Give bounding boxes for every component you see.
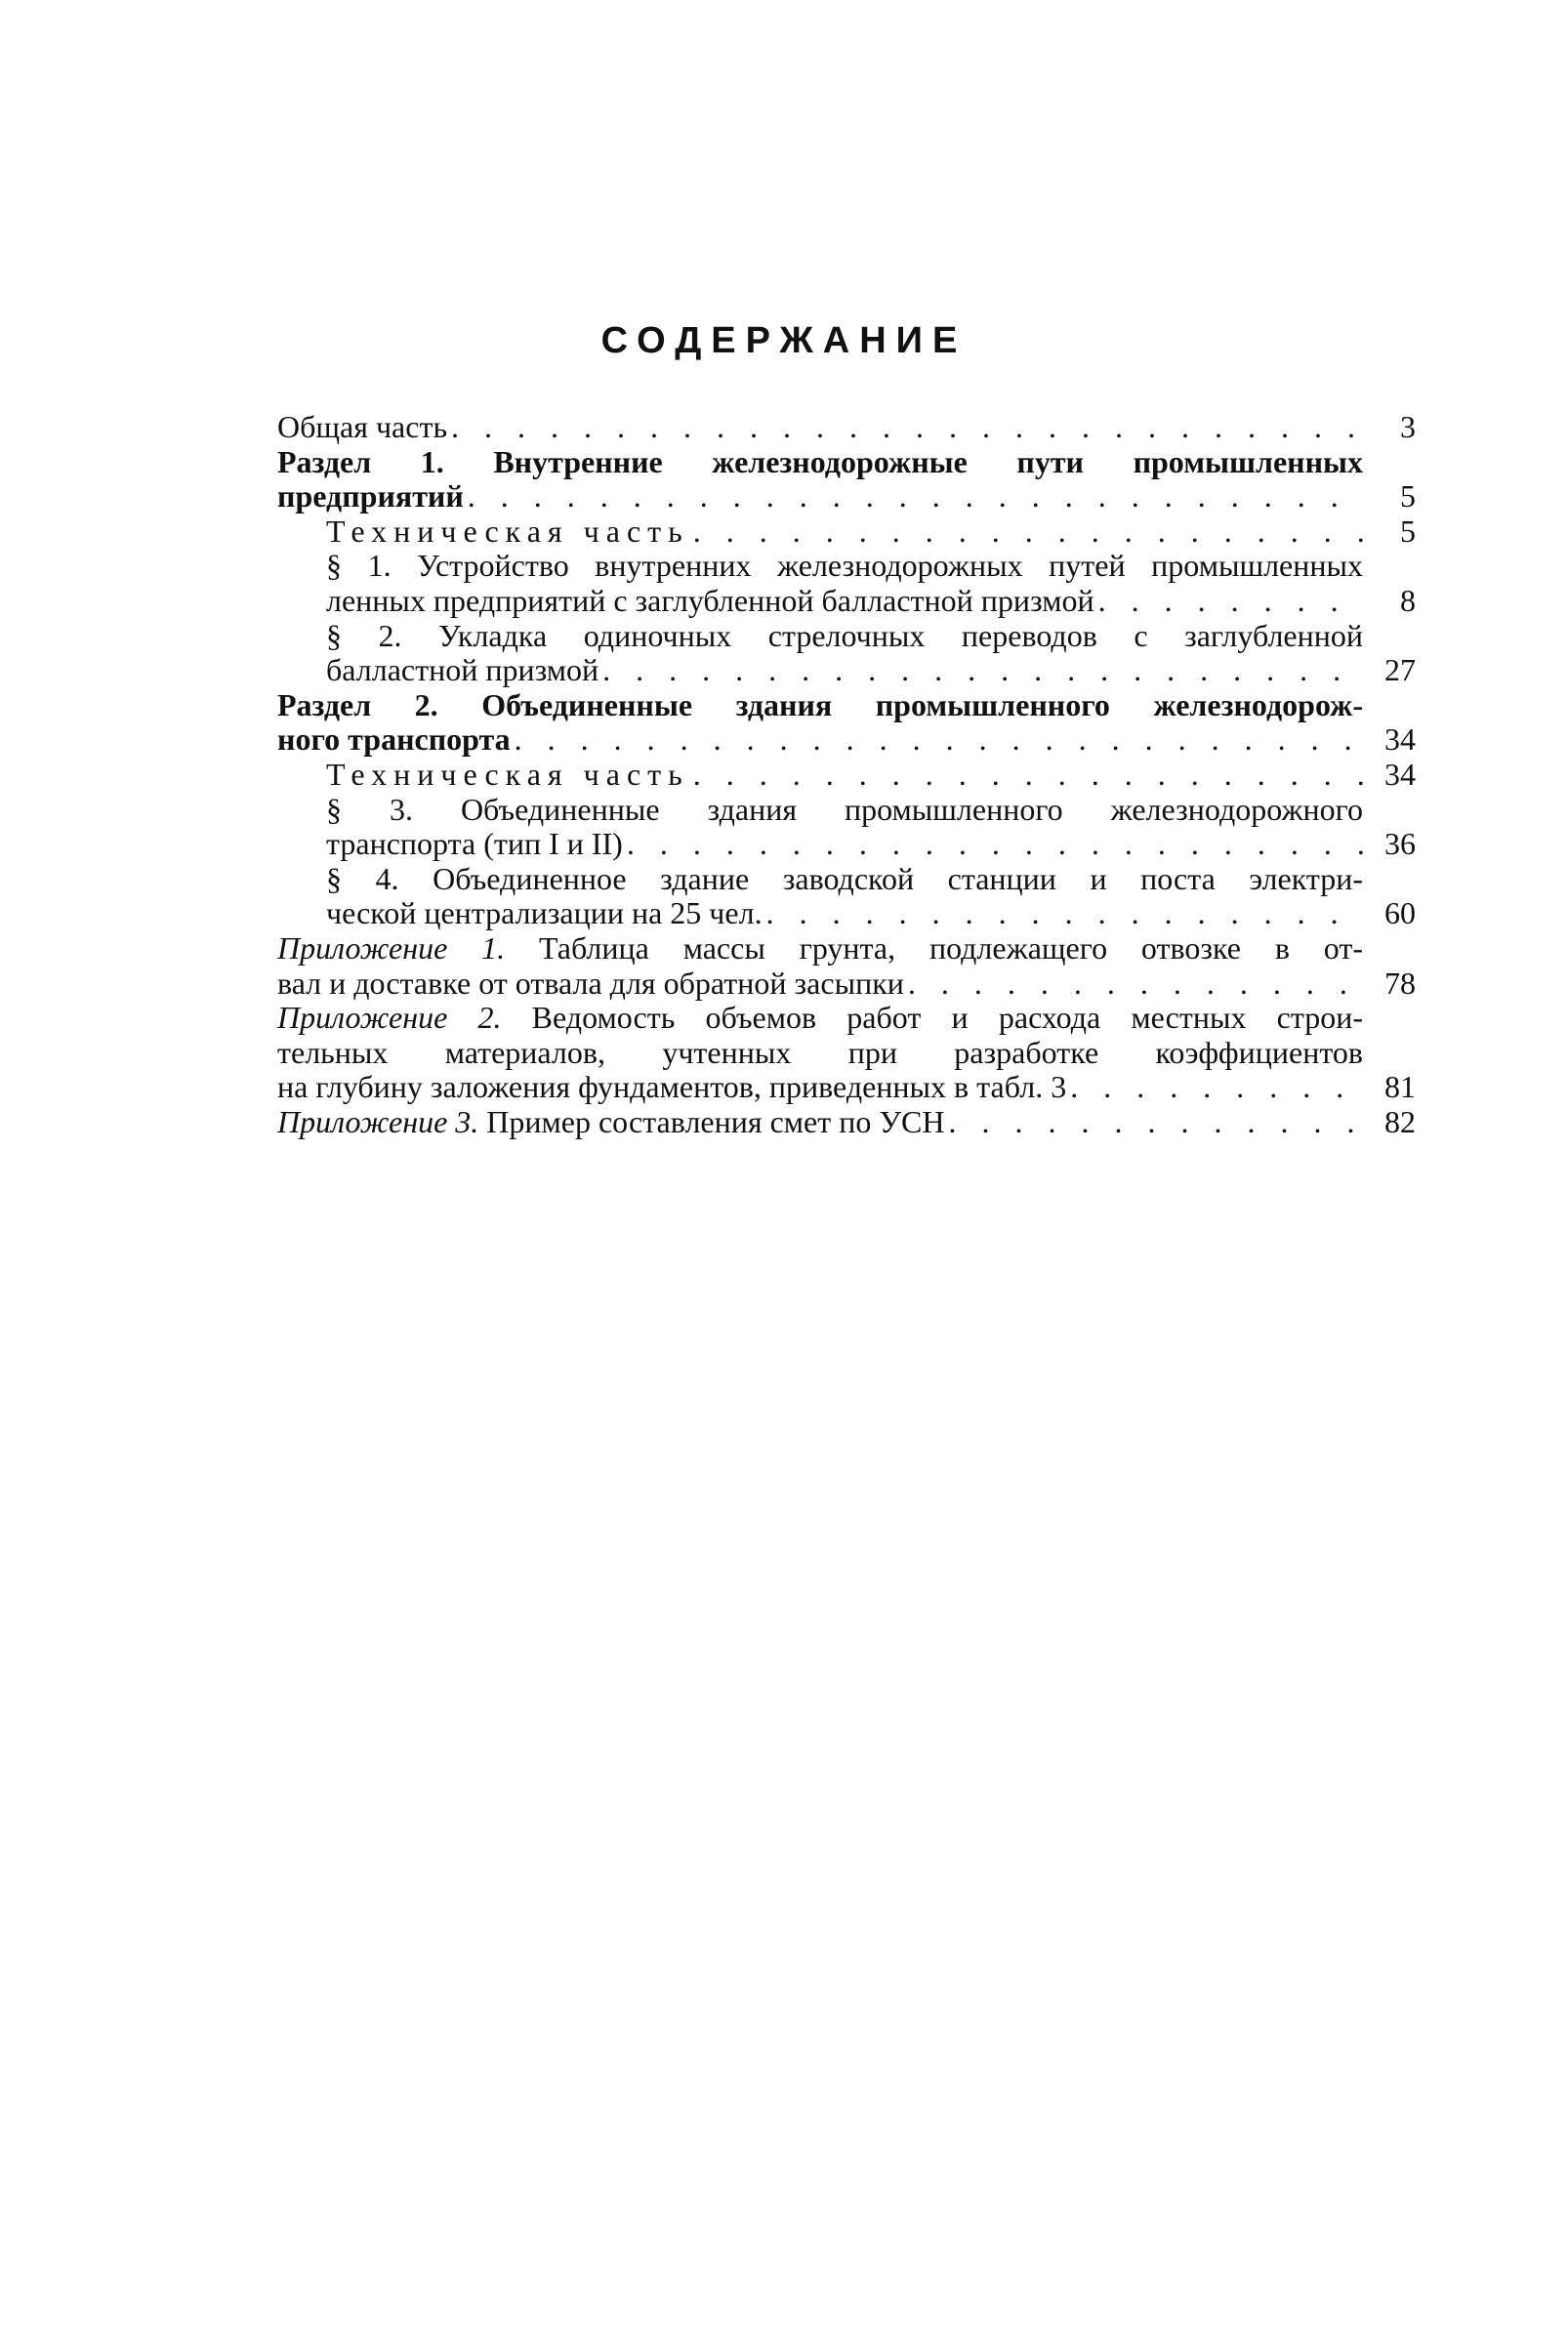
toc-entry-paragraph-3	[277, 793, 1416, 862]
toc-entry-text: тельных материалов, учтенных при разработке коэффициентов	[277, 1034, 1363, 1070]
toc-entry-text: вал и доставке от отвала для обратной засыпки	[277, 965, 904, 1001]
toc-entry-text: транспорта (тип I и II)	[326, 826, 623, 862]
toc-entry-general	[277, 410, 1416, 445]
dot-leader	[451, 410, 1363, 445]
toc-entry-appendix-2	[277, 1001, 1416, 1105]
dot-leader	[1098, 584, 1363, 619]
toc-entry-paragraph-1	[277, 549, 1416, 618]
toc-entry-line	[277, 931, 1363, 966]
toc-entry-appendix-1	[277, 931, 1416, 1001]
toc-entry-line	[277, 1105, 944, 1140]
toc-entry-prefix: Приложение 1.	[277, 929, 506, 966]
dot-leader	[1070, 1070, 1363, 1105]
toc-entry-appendix-3	[277, 1105, 1416, 1140]
toc-entry-text: § 3. Объединенные здания промышленного железнодорожного	[326, 791, 1363, 827]
toc-entry-prefix: Приложение 2.	[277, 1000, 502, 1036]
toc-page-number: 27	[1384, 652, 1416, 688]
toc-entry-technical-part-2	[277, 758, 1416, 793]
dot-leader	[515, 722, 1363, 758]
toc-entry-text: § 2. Укладка одиночных стрелочных переводов с заглубленной	[326, 617, 1363, 653]
toc-entry-text: Ведомость объемов работ и расхода местных строи-	[501, 1000, 1364, 1036]
toc-entry-line	[277, 1001, 1363, 1036]
dot-leader	[468, 479, 1363, 514]
dot-leader	[948, 1105, 1363, 1140]
toc-entry-text: Техническая часть	[326, 513, 689, 549]
toc-entry-text: Раздел 2. Объединенные здания промышленного железнодорож-	[277, 686, 1363, 722]
toc-entry-text: § 1. Устройство внутренних железнодорожных путей промышленных	[326, 548, 1363, 584]
dot-leader	[908, 966, 1363, 1002]
toc-entry-prefix: Приложение 3.	[277, 1103, 479, 1139]
toc-page-number: 36	[1384, 826, 1416, 862]
toc-entry-text: § 4. Объединенное здание заводской станции и поста электри-	[326, 860, 1363, 896]
toc-entry-paragraph-2	[277, 619, 1416, 688]
dot-leader	[693, 758, 1363, 793]
toc-entry-paragraph-4	[277, 862, 1416, 931]
toc-entry-text: предприятий	[277, 478, 464, 514]
toc-entry-technical-part-1	[277, 514, 1416, 550]
dot-leader	[627, 827, 1363, 862]
toc-entry-text: Техническая часть	[326, 756, 689, 792]
toc-page-number: 78	[1384, 965, 1416, 1001]
table-of-contents	[277, 410, 1416, 1139]
toc-page-number: 81	[1384, 1069, 1416, 1105]
toc-entry-text: на глубину заложения фундаментов, приведенных в табл. 3	[277, 1069, 1067, 1105]
toc-entry-text: Пример составления смет по УСН	[478, 1103, 945, 1139]
toc-page-number: 34	[1384, 756, 1416, 792]
toc-entry-section-1	[277, 445, 1416, 514]
dot-leader	[693, 514, 1363, 550]
toc-page-number: 3	[1400, 409, 1416, 444]
toc-page-number: 8	[1400, 582, 1416, 618]
toc-page-number: 5	[1400, 513, 1416, 549]
dot-leader	[766, 896, 1363, 931]
toc-entry-text: Раздел 1. Внутренние железнодорожные пути промышленных	[277, 443, 1363, 479]
dot-leader	[602, 653, 1363, 688]
toc-page-number: 5	[1400, 478, 1416, 514]
toc-entry-section-2	[277, 688, 1416, 758]
toc-entry-text: ленных предприятий с заглубленной балластной призмой	[326, 582, 1094, 618]
page-title: СОДЕРЖАНИЕ	[600, 320, 968, 361]
toc-entry-text: ного транспорта	[277, 721, 511, 758]
toc-entry-text: ческой централизации на 25 чел.	[326, 895, 763, 931]
toc-page-number: 82	[1384, 1103, 1416, 1139]
toc-page-number: 34	[1384, 721, 1416, 758]
toc-entry-text: балластной призмой	[326, 652, 599, 688]
toc-entry-text: Таблица массы грунта, подлежащего отвозке в от-	[505, 929, 1364, 966]
toc-page-number: 60	[1384, 895, 1416, 931]
toc-entry-text: Общая часть	[277, 409, 448, 444]
